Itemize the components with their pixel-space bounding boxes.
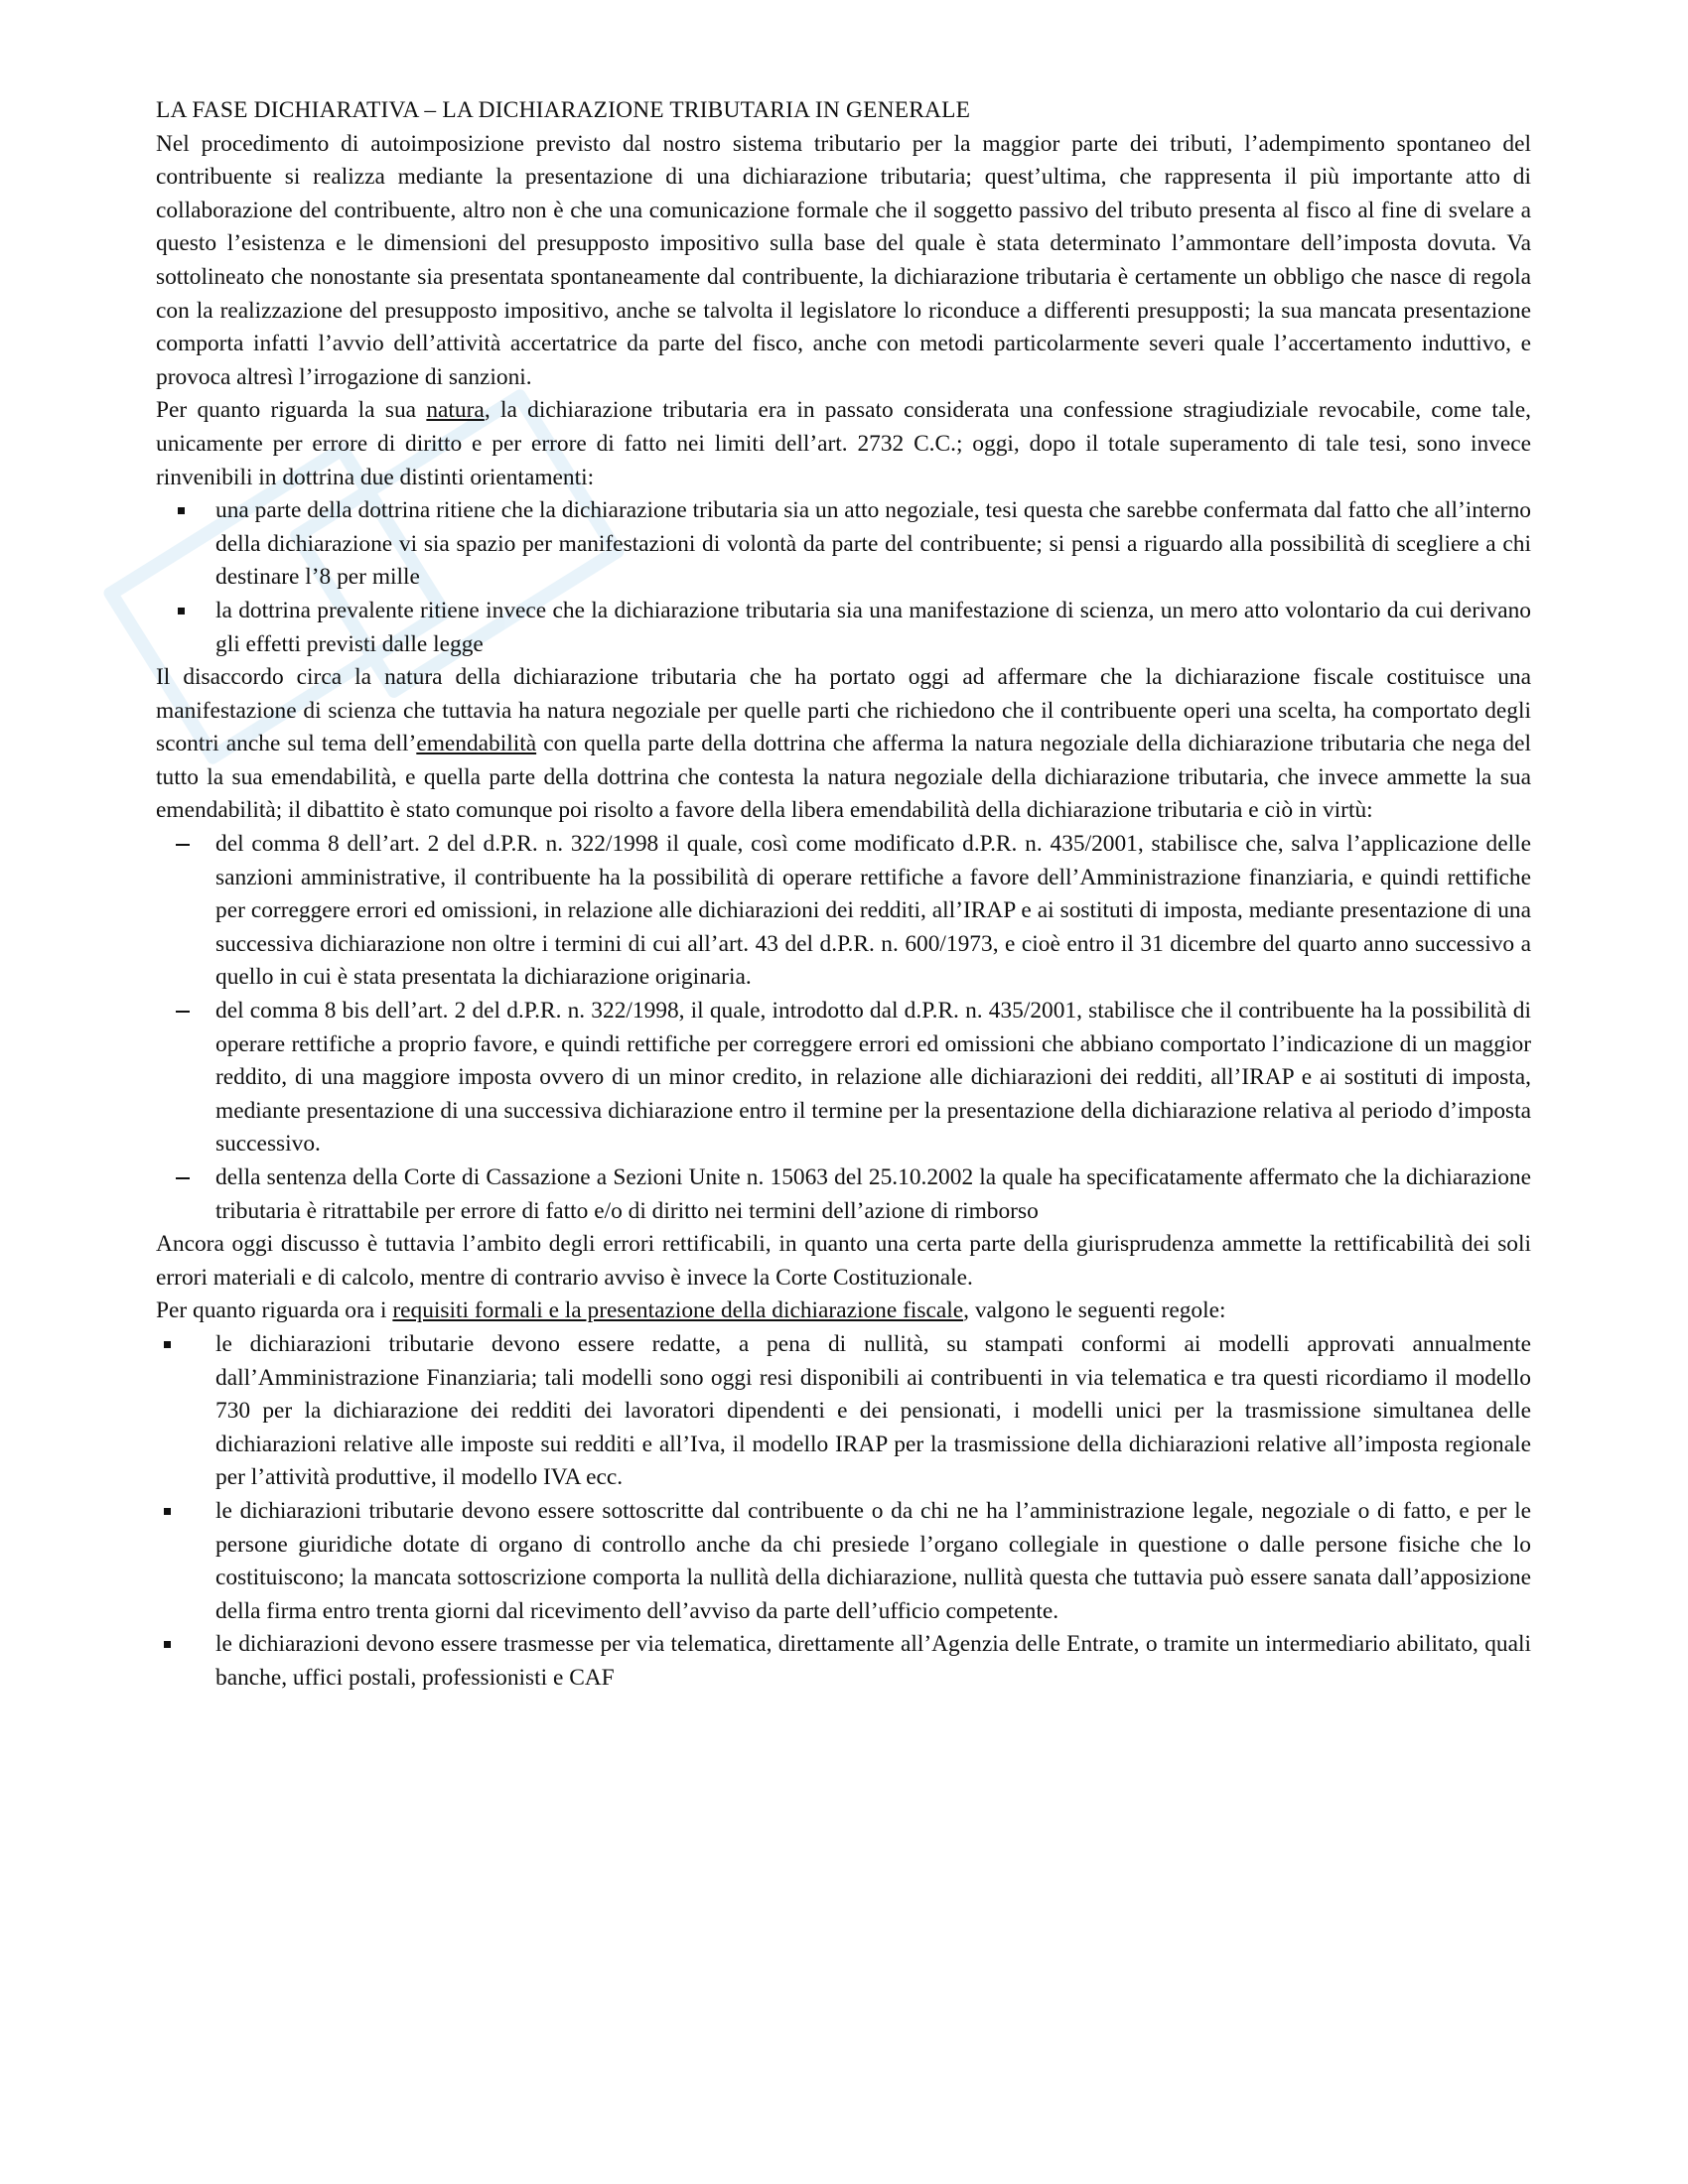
list-item-text: le dichiarazioni tributarie devono essere redatte, a pena di nullità, su stampati conformi ai modelli approvati annualmente dall’Amministrazione Finanziaria; tali modelli sono oggi resi disponibili ai contribuenti in via telematica e tra questi ricordiamo il modello 730 per la dichiarazione dei redditi dei lavoratori dipendenti e dei pensionati, i modelli unici per la trasmissione simultanea delle dichiarazioni relative alle imposte sui redditi e all’Iva, il modello IRAP per la trasmissione della dichiarazioni relative all’imposta regionale per l’attività produttive, il modello IVA ecc. bbox=[215, 1330, 1531, 1491]
list-item bbox=[156, 828, 1531, 995]
square-bullet-icon bbox=[178, 608, 185, 614]
paragraph-intro: Nel procedimento di autoimposizione previsto dal nostro sistema tributario per la maggior parte dei tributi, l’adempimento spontaneo del contribuente si realizza mediante la presentazione di una dichiarazione tributaria; quest’ultima, che rappresenta il più importante atto di collaborazione del contribuente, altro non è che una comunicazione formale che il soggetto passivo del tributo presenta al fisco al fine di svelare a questo l’esistenza e le dimensioni del presupposto impositivo sulla base del quale è stata determinato l’ammontare dell’imposta dovuta. Va sottolineato che nonostante sia presentata spontaneamente dal contribuente, la dichiarazione tributaria è certamente un obbligo che nasce di regola con la realizzazione del presupposto impositivo, anche se talvolta il legislatore lo riconduce a differenti presupposti; la sua mancata presentazione comporta infatti l’avvio dell’attività accertatrice da parte del fisco, anche con metodi particolarmente severi quale l’accertamento induttivo, e provoca altresì l’irrogazione di sanzioni. bbox=[156, 130, 1531, 390]
list-item-text: della sentenza della Corte di Cassazione a Sezioni Unite n. 15063 del 25.10.2002 la quale ha specificatamente affermato che la dichiarazione tributaria è ritrattabile per errore di fatto e/o di diritto nei termini dell’azione di rimborso bbox=[215, 1164, 1531, 1224]
list-item-text: del comma 8 dell’art. 2 del d.P.R. n. 322/1998 il quale, così come modificato d.P.R. n. 435/2001, stabilisce che, salva l’applicazione delle sanzioni amministrative, il contribuente ha la possibilità di operare rettifiche a favore dell’Amministrazione finanziaria, e quindi rettifiche per correggere errori ed omissioni, in relazione alle dichiarazioni dei redditi, all’IRAP e ai sostituti di imposta, mediante presentazione di una successiva dichiarazione non oltre i termini di cui all’art. 43 del d.P.R. n. 600/1973, e cioè entro il 31 dicembre del quarto anno successivo a quello in cui è stata presentata la dichiarazione originaria. bbox=[215, 831, 1531, 991]
text-segment: con quella parte della dottrina che afferma la natura negoziale della dichiarazione tributaria che nega del tutto la sua emendabilità, e quella parte della dottrina che contesta la natura negoziale della dichiarazione tributaria, che invece ammette la sua emendabilità; il dibattito è stato comunque poi risolto a favore della libera emendabilità della dichiarazione tributaria e ciò in virtù: bbox=[156, 731, 1531, 824]
list-item bbox=[156, 595, 1531, 661]
square-bullet-icon bbox=[164, 1641, 171, 1648]
list-item bbox=[146, 1628, 1531, 1695]
underlined-term-requisiti: requisiti formali e la presentazione della dichiarazione fiscale bbox=[392, 1297, 964, 1324]
square-bullet-icon bbox=[164, 1508, 171, 1515]
paragraph-natura bbox=[156, 394, 1531, 494]
paragraph-requisiti bbox=[156, 1295, 1531, 1328]
square-bullet-icon bbox=[178, 507, 185, 514]
list-item-text: del comma 8 bis dell’art. 2 del d.P.R. n. 322/1998, il quale, introdotto dal d.P.R. n. 435/2001, stabilisce che il contribuente ha la possibilità di operare rettifiche a proprio favore, e quindi rettifiche per correggere errori ed omissioni che abbiano comportato l’indicazione di un maggior reddito, di una maggiore imposta ovvero di un minor credito, in relazione alle dichiarazioni dei redditi, all’IRAP e ai sostituti di imposta, mediante presentazione di una successiva dichiarazione entro il termine per la presentazione della dichiarazione relativa al periodo d’imposta successivo. bbox=[215, 998, 1531, 1158]
underlined-term-natura: natura bbox=[426, 397, 485, 424]
emendabilita-list bbox=[156, 828, 1531, 1228]
text-segment: , valgono le seguenti regole: bbox=[963, 1297, 1226, 1324]
list-item-text: le dichiarazioni tributarie devono essere sottoscritte dal contribuente o da chi ne ha l’amministrazione legale, negoziale o di fatto, e per le persone giuridiche dotate di organo di controllo anche da chi presiede l’organo collegiale in questione o dalle persone fisiche che lo costituiscono; la mancata sottoscrizione comporta la nullità della dichiarazione, nullità questa che tuttavia può essere sanata dall’apposizione della firma entro trenta giorni dal ricevimento dell’avviso da parte dell’ufficio competente. bbox=[215, 1497, 1531, 1624]
document-title: LA FASE DICHIARATIVA – LA DICHIARAZIONE TRIBUTARIA IN GENERALE bbox=[156, 97, 971, 123]
list-item bbox=[146, 1495, 1531, 1628]
paragraph-errori: Ancora oggi discusso è tuttavia l’ambito degli errori rettificabili, in quanto una certa parte della giurisprudenza ammette la rettificabilità dei soli errori materiali e di calcolo, mentre di contrario avviso è invece la Corte Costituzionale. bbox=[156, 1231, 1531, 1291]
list-item bbox=[156, 494, 1531, 595]
text-segment: Il disaccordo circa la natura della dichiarazione tributaria che ha portato oggi ad affermare che la dichiarazione fiscale costituisce una manifestazione di scienza che tuttavia ha natura negoziale per quelle parti che richiedono che il contribuente operi una scelta, ha comportato degli scontri anche sul tema dell’ bbox=[156, 664, 1531, 757]
text-segment: Per quanto riguarda ora i bbox=[156, 1297, 393, 1324]
square-bullet-icon bbox=[164, 1341, 171, 1348]
underlined-term-emendabilita: emendabilità bbox=[416, 731, 537, 757]
dash-bullet-icon bbox=[176, 1011, 190, 1013]
requisiti-list bbox=[156, 1328, 1531, 1696]
natura-list bbox=[156, 494, 1531, 661]
text-segment: Per quanto riguarda la sua bbox=[156, 397, 427, 424]
document-page bbox=[156, 94, 1531, 1696]
paragraph-emendabilita bbox=[156, 661, 1531, 828]
list-item-text: una parte della dottrina ritiene che la dichiarazione tributaria sia un atto negoziale, tesi questa che sarebbe confermata dal fatto che all’interno della dichiarazione vi sia spazio per manifestazioni di volontà da parte del contribuente; si pensi a riguardo alla possibilità di scegliere a chi destinare l’8 per mille bbox=[215, 497, 1531, 591]
dash-bullet-icon bbox=[176, 844, 190, 846]
list-item bbox=[156, 1161, 1531, 1228]
list-item bbox=[156, 995, 1531, 1161]
list-item-text: le dichiarazioni devono essere trasmesse per via telematica, direttamente all’Agenzia delle Entrate, o tramite un intermediario abilitato, quali banche, uffici postali, professionisti e CAF bbox=[215, 1631, 1531, 1691]
dash-bullet-icon bbox=[176, 1177, 190, 1179]
text-segment: , la dichiarazione tributaria era in passato considerata una confessione stragiudiziale revocabile, come tale, unicamente per errore di diritto e per errore di fatto nei limiti dell’art. 2732 C.C.; oggi, dopo il totale superamento di tale tesi, sono invece rinvenibili in dottrina due distinti orientamenti: bbox=[156, 397, 1531, 490]
list-item-text: la dottrina prevalente ritiene invece che la dichiarazione tributaria sia una manifestazione di scienza, un mero atto volontario da cui derivano gli effetti previsti dalle legge bbox=[215, 597, 1531, 657]
list-item bbox=[146, 1328, 1531, 1495]
